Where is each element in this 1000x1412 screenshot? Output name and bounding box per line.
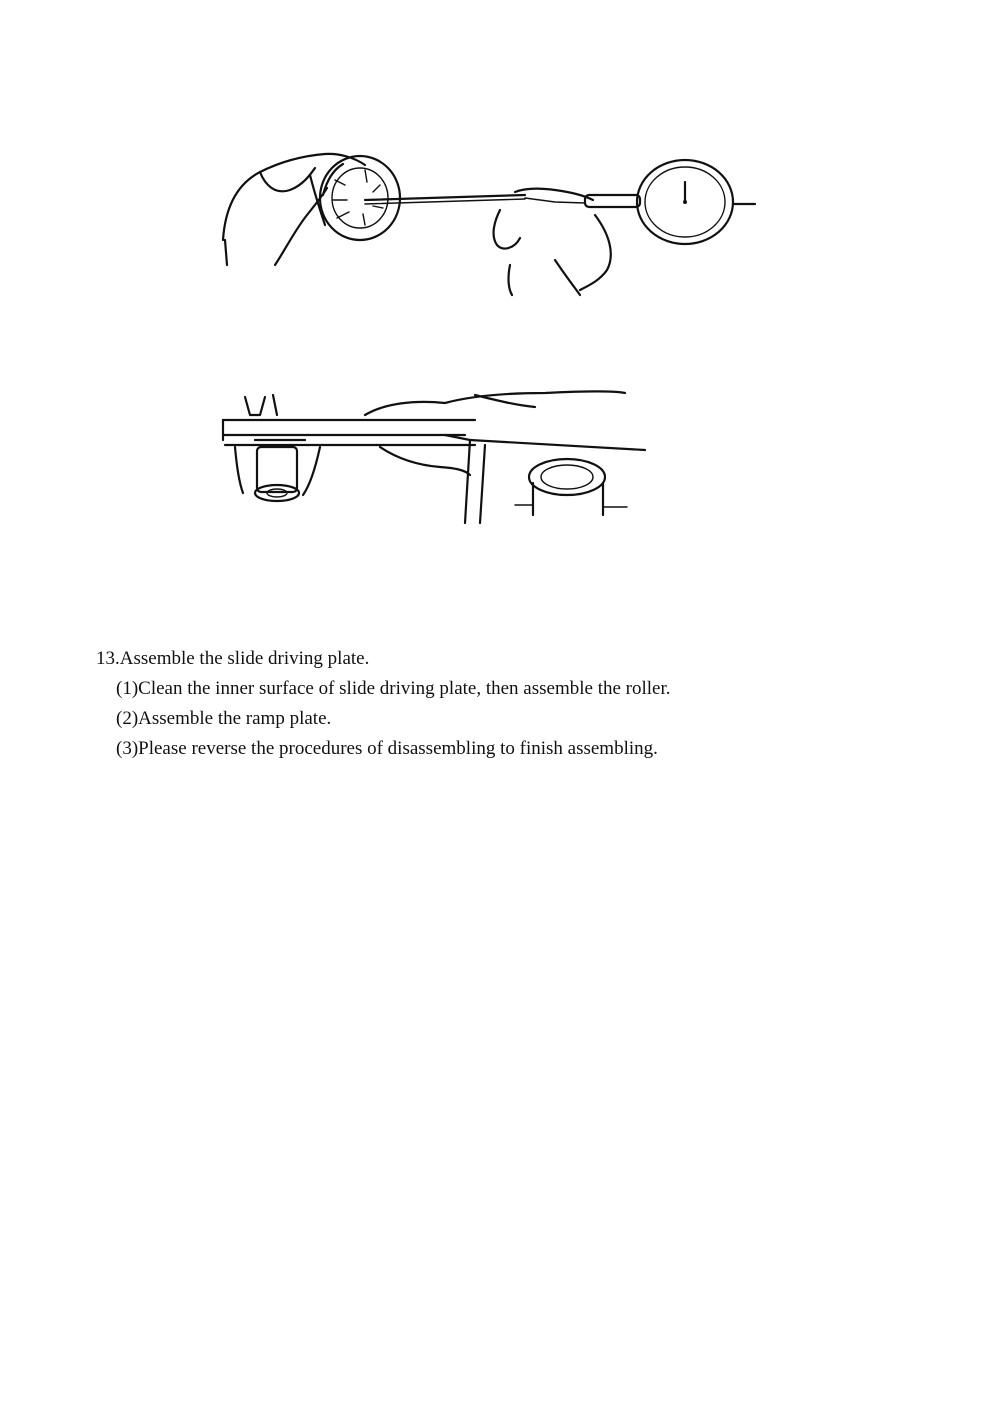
substep-item: (1)Clean the inner surface of slide driving plate, then assemble the roller. xyxy=(116,678,671,699)
substep-item: (2)Assemble the ramp plate. xyxy=(116,708,332,729)
caliper-measurement-illustration xyxy=(215,385,685,530)
substep-list xyxy=(96,674,916,764)
step-title: 13.Assemble the slide driving plate. xyxy=(96,648,370,669)
substep-item: (3)Please reverse the procedures of disassembling to finish assembling. xyxy=(116,738,658,759)
dial-bore-gauge-illustration xyxy=(215,140,765,305)
instructions xyxy=(96,644,916,764)
